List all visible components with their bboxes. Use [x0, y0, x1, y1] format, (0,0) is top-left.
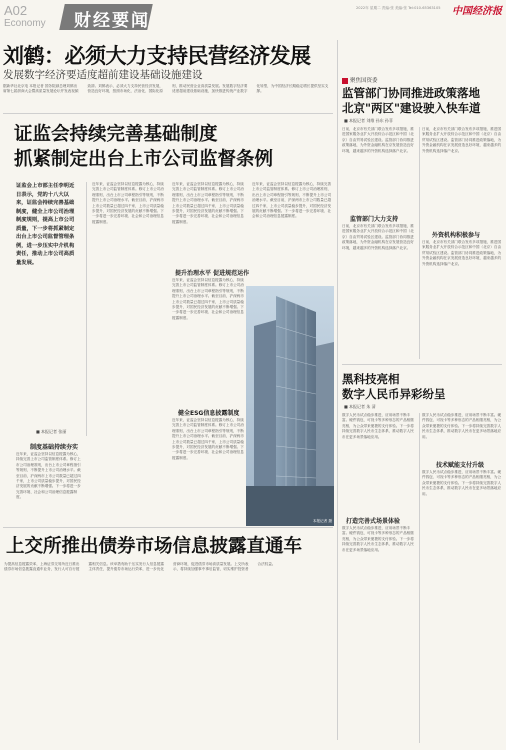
right-article-2-byline: ■ 本报记者 朱 清	[344, 404, 376, 409]
article-1-subhead: 发展数字经济要适度超前建设基础设施建设	[3, 69, 203, 81]
divider	[419, 413, 420, 743]
building-photo	[246, 286, 334, 526]
article-2-byline: ■ 本报记者 张丽	[36, 429, 67, 434]
right-article-1-byline: ■ 本报记者 刘维 孙东 孙菲	[344, 118, 393, 123]
right-article-1-body-b: 日前，北京市有关部门联合发布多项措施，推进国家服务业扩大开放综合示范区和中国（北京）自由贸易试验区建设。监管部门协同推进政策落地，为外资金融机构在京发展营造良好环境，越来越多的外资机构选择落户北京。	[342, 224, 414, 250]
masthead	[0, 0, 506, 36]
article-2-headline: 证监会持续完善基础制度 抓紧制定出台上市公司监督条例	[14, 124, 274, 170]
article-2-body-col-2c: 近年来，证监会坚持以信息披露为核心，持续完善上市公司监管制度体系。修订上市公司治理准则，出台上市公司章程指引等规则，不断提升上市公司治理水平。截至目前，沪深两市上市公司数量已超过四千家，上市公司质量稳步提升，对国民经济发展的贡献不断增强。下一步将进一步完善环境、社会和公司治理信息披露制度。	[172, 418, 244, 460]
newspaper-logo: 中国经济报	[452, 6, 502, 17]
right-article-1-body-d: 日前，北京市有关部门联合发布多项措施，推进国家服务业扩大开放综合示范区和中国（北京）自由贸易试验区建设。监管部门协同推进政策落地，为外资金融机构在京发展营造良好环境，越来越多的外资机构选择落户北京。	[422, 240, 502, 266]
right-article-2-subhead-1: 打造完善式场景体验	[346, 518, 401, 525]
right-article-1-body-c: 日前，北京市有关部门联合发布多项措施，推进国家服务业扩大开放综合示范区和中国（北京）自由贸易试验区建设。监管部门协同推进政策落地，为外资金融机构在京发展营造良好环境，越来越多的外资机构选择落户北京。	[422, 127, 502, 153]
divider	[86, 182, 87, 436]
page-number: A02	[4, 3, 28, 18]
article-2-body-col-1: 近年来，证监会坚持以信息披露为核心，持续完善上市公司监管制度体系。修订上市公司治理准则，出台上市公司章程指引等规则，不断提升上市公司治理水平。截至目前，沪深两市上市公司数量已超过四千家，上市公司质量稳步提升，对国民经济发展的贡献不断增强。下一步将进一步完善环境、社会和公司治理信息披露制度。	[92, 182, 164, 224]
photo-credit: 本报记者 摄	[312, 519, 332, 523]
article-2-body-col-2b: 近年来，证监会坚持以信息披露为核心，持续完善上市公司监管制度体系。修订上市公司治理准则，出台上市公司章程指引等规则，不断提升上市公司治理水平。截至目前，沪深两市上市公司数量已超过四千家，上市公司质量稳步提升，对国民经济发展的贡献不断增强。下一步将进一步完善环境、社会和公司治理信息披露制度。	[172, 278, 244, 320]
building-photo-image	[246, 286, 334, 526]
article-1-headline: 刘鹤：必须大力支持民营经济发展	[3, 44, 311, 68]
divider	[3, 113, 333, 114]
divider	[342, 364, 502, 365]
right-article-2-body-d: 数字人民币试点稳步推进，应用场景不断丰富。硬件钱包、可视卡等多种形态的产品相继亮相，为公众带来便捷的支付体验。下一步将持续完善数字人民币生态体系，推动数字人民币在更多场景落地应用。	[422, 470, 502, 496]
divider	[337, 40, 338, 740]
article-1-body: 据新华社北京电 本报记者 国务院副总理刘鹤出席第七届浙商大会暨高质量发展论坛并发表视频致辞。刘鹤表示，必须大力支持民营经济发展，营造良好环境，按照市场化、法治化、国际化原则，推动民营企业高质量发展。发展数字经济要适度超前建设基础设施，加快推进传统产业数字化转型，为中国经济长期稳定增长提供坚实支撑。	[3, 84, 329, 94]
right-article-1-headline: 监管部门协同推进政策落地 北京"两区"建设驶入快车道	[342, 86, 481, 115]
article-2-subhead-3: 健全ESG信息披露制度	[178, 410, 240, 417]
dateline: 2022年 星期二 责编:张 美编:张 Tel:010-65363105	[356, 6, 441, 10]
article-3-headline: 上交所推出债券市场信息披露直通车	[6, 536, 303, 557]
right-article-1-subhead-1: 监管部门大力支持	[350, 216, 399, 223]
red-square-icon	[342, 78, 348, 84]
article-2-body-col-2: 近年来，证监会坚持以信息披露为核心，持续完善上市公司监管制度体系。修订上市公司治理准则，出台上市公司章程指引等规则，不断提升上市公司治理水平。截至目前，沪深两市上市公司数量已超过四千家，上市公司质量稳步提升，对国民经济发展的贡献不断增强。下一步将进一步完善环境、社会和公司治理信息披露制度。	[172, 182, 244, 224]
right-article-2-subhead-2: 技术赋能支付升级	[436, 462, 485, 469]
article-2-subhead-1: 制度基础持续夯实	[30, 444, 79, 451]
divider	[3, 527, 333, 528]
right-article-1-subhead-2: 外资机构积极参与	[432, 232, 481, 239]
section-cn: 财经要闻	[74, 11, 150, 31]
article-2-body-col-0: 近年来，证监会坚持以信息披露为核心，持续完善上市公司监管制度体系。修订上市公司治理准则，出台上市公司章程指引等规则，不断提升上市公司治理水平。截至目前，沪深两市上市公司数量已超过四千家，上市公司质量稳步提升，对国民经济发展的贡献不断增强。下一步将进一步完善环境、社会和公司治理信息披露制度。	[16, 452, 81, 500]
section-en: Economy	[4, 18, 46, 29]
right-article-2-body-a: 数字人民币试点稳步推进，应用场景不断丰富。硬件钱包、可视卡等多种形态的产品相继亮相，为公众带来便捷的支付体验。下一步将持续完善数字人民币生态体系，推动数字人民币在更多场景落地应用。	[342, 413, 414, 439]
article-2-body-col-3: 近年来，证监会坚持以信息披露为核心，持续完善上市公司监管制度体系。修订上市公司治理准则，出台上市公司章程指引等规则，不断提升上市公司治理水平。截至目前，沪深两市上市公司数量已超过四千家，上市公司质量稳步提升，对国民经济发展的贡献不断增强。下一步将进一步完善环境、社会和公司治理信息披露制度。	[252, 182, 332, 219]
right-section-label-text: 聚焦国资委	[350, 78, 378, 84]
right-article-1-body-a: 日前，北京市有关部门联合发布多项措施，推进国家服务业扩大开放综合示范区和中国（北京）自由贸易试验区建设。监管部门协同推进政策落地，为外资金融机构在京发展营造良好环境，越来越多的外资机构选择落户北京。	[342, 127, 414, 153]
article-2-subhead-2: 提升治理水平 促进规范运作	[175, 270, 250, 277]
right-section-label	[342, 76, 378, 84]
article-3-body: 为提高信息披露效率，上海证券交易所近日推出债券市场信息披露直通车业务，发行人可自行披露相关信息。该举措有助于压实发行人信息披露主体责任，提升债券市场运行效率，进一步优化营商环境，促进债券市场高质量发展。上交所表示，将持续加强事中事后监管，切实维护投资者合法权益。	[4, 562, 276, 572]
right-article-2-body-c: 数字人民币试点稳步推进，应用场景不断丰富。硬件钱包、可视卡等多种形态的产品相继亮相，为公众带来便捷的支付体验。下一步将持续完善数字人民币生态体系，推动数字人民币在更多场景落地应用。	[422, 413, 502, 439]
right-article-2-headline: 黑科技亮相 数字人民币异彩纷呈	[342, 372, 446, 401]
right-article-2-body-b: 数字人民币试点稳步推进，应用场景不断丰富。硬件钱包、可视卡等多种形态的产品相继亮相，为公众带来便捷的支付体验。下一步将持续完善数字人民币生态体系，推动数字人民币在更多场景落地应用。	[342, 526, 414, 552]
article-2-lede: 证监会上市部主任李明近日表示，党的十八大以来，证监会持续完善基础制度，健全上市公司治理制度规则，提高上市公司质量，下一步将抓紧制定出台上市公司监督管理条例，进一步压实中介机构责任，推动上市公司高质量发展。	[16, 183, 75, 266]
divider	[419, 127, 420, 359]
